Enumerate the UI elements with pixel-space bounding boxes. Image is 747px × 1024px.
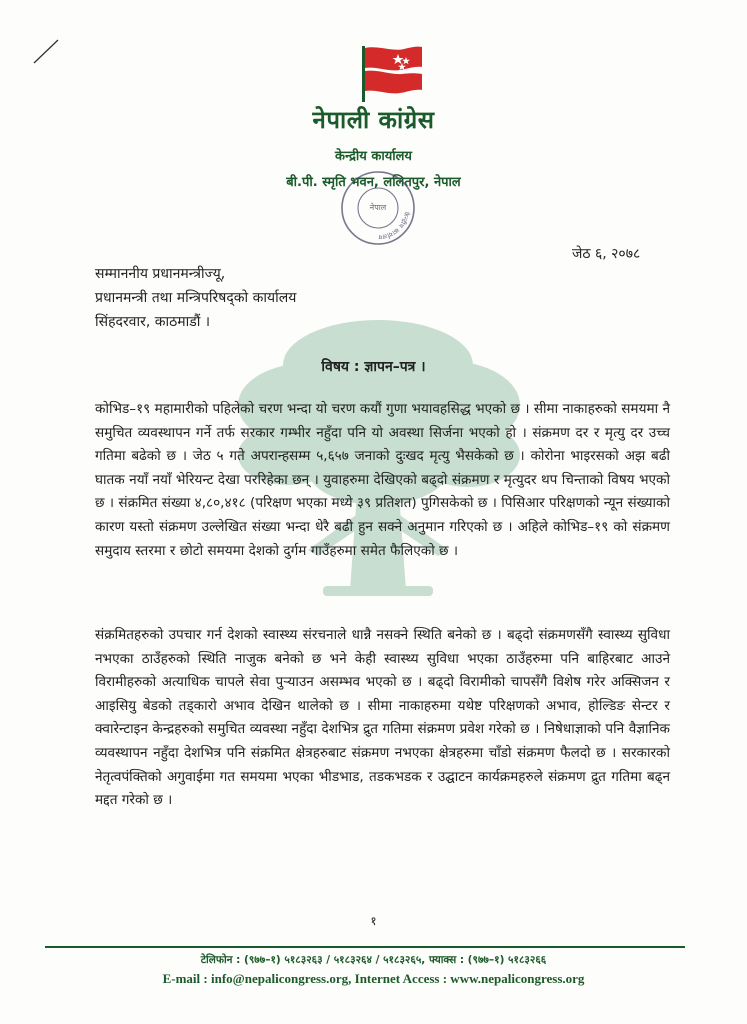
addressee-block <box>95 262 296 334</box>
office-seal-icon <box>338 168 418 248</box>
body-paragraph: कोभिड–१९ महामारीको पहिलेको चरण भन्दा यो चरण कयौं गुणा भयावहसिद्ध भएको छ । सीमा नाकाहरुको समयमा नै समुचित व्यवस्थापन गर्ने तर्फ सरकार गम्भीर नहुँदा पनि यो अवस्था सिर्जना भएको हो । संक्रमण दर र मृत्यु दर उच्च गतिमा बढेको छ । जेठ ५ गते अपरान्हसम्म ५,६५७ जनाको दुःखद मृत्यु भैसकेको छ । कोरोना भाइरसको अझ बढी घातक नयाँ नयाँ भेरियन्ट देखा पररिहेका छन् । युवाहरुमा देखिएको बढ्दो संक्रमण र मृत्युदर थप चिन्ताकाे विषय भएको छ । संक्रमित संख्या ४,८०,४१८ (परिक्षण भएका मध्ये ३९ प्रतिशत) पुगिसकेको छ । पिसिआर परिक्षणको न्यून संख्याको कारण यस्तो संक्रमण उल्लेखित संख्या भन्दा धेरै बढी हुन सक्ने अनुमान गरिएको छ । अहिले कोभिड–१९ को संक्रमण समुदाय स्तरमा र छोटो समयमा देशको दुर्गम गाउँहरुमा समेत फैलिएको छ । <box>95 401 670 559</box>
footer-divider <box>45 946 685 948</box>
pen-mark-icon <box>32 36 62 66</box>
svg-text:केन्द्रीय कार्यालय <box>378 211 411 241</box>
subject-line: विषय : ज्ञापन–पत्र । <box>321 359 426 375</box>
party-flag-icon <box>358 44 424 104</box>
footer-contact: E-mail : info@nepalicongress.org, Internet Access : www.nepalicongress.org <box>162 971 585 986</box>
footer-phone: टेलिफोन : (९७७–१) ५१८३२६३ / ५१८३२६४ / ५१८३२६५, फ्याक्स : (९७७–१) ५१८३२६६ <box>200 954 547 966</box>
office-address: बी.पी. स्मृति भवन, ललितपुर, नेपाल <box>286 175 461 190</box>
seal-center-text: नेपाल <box>369 203 387 212</box>
letter-date: जेठ ६, २०७८ <box>572 246 641 262</box>
addressee-line: प्रधानमन्त्री तथा मन्त्रिपरिषद्को कार्यालय <box>95 290 297 306</box>
page-number: १ <box>370 914 377 928</box>
addressee-line: सिंहदरवार, काठमाडौं । <box>95 314 211 330</box>
office-name: केन्द्रीय कार्यालय <box>335 149 412 164</box>
body-paragraph: संक्रमितहरुको उपचार गर्न देशको स्वास्थ्य संरचनाले धान्नै नसक्ने स्थिति बनेको छ । बढ्दो संक्रमणसँगै स्वास्थ्य सुविधा नभएका ठाउँहरुको स्थिति नाजुक बनेको छ भने केही स्वास्थ्य सुविधा भएका ठाउँहरुमा पनि बाहिरबाट आउने विरामीहरुको अत्याधिक चापले सेवा पुर्‍याउन असम्भव भएको छ । बढ्दो विरामीको चापसँगै विशेष गरेर अक्सिजन र आइसियु बेडको तड्कारो अभाव देखिन थालेको छ । सीमा नाकाहरुमा यथेष्ट परिक्षणको अभाव, होल्डिङ सेन्टर र क्वारेन्टाइन केन्द्रहरुको समुचित व्यवस्था नहुँदा देशभित्र द्रुत गतिमा संक्रमण प्रवेश गरेको छ । निषेधाज्ञाको पनि वैज्ञानिक व्यवस्थापन नहुँदा देशभित्र पनि संक्रमित क्षेत्रहरुबाट संक्रमण नभएका क्षेत्रहरुमा चाँडो संक्रमण फैलदो छ । सरकारको नेतृत्वपंक्तिको अगुवाईमा गत समयमा भएका भीडभाड, तडकभडक र उद्घाटन कार्यक्रमहरुले संक्रमण द्रुत गतिमा बढ्न मद्दत गरेको छ । <box>95 627 670 809</box>
addressee-line: सम्माननीय प्रधानमन्त्रीज्यू, <box>95 266 226 282</box>
seal-ring-text: केन्द्रीय कार्यालय <box>378 210 411 242</box>
org-name: नेपाली कांग्रेस <box>312 106 435 134</box>
